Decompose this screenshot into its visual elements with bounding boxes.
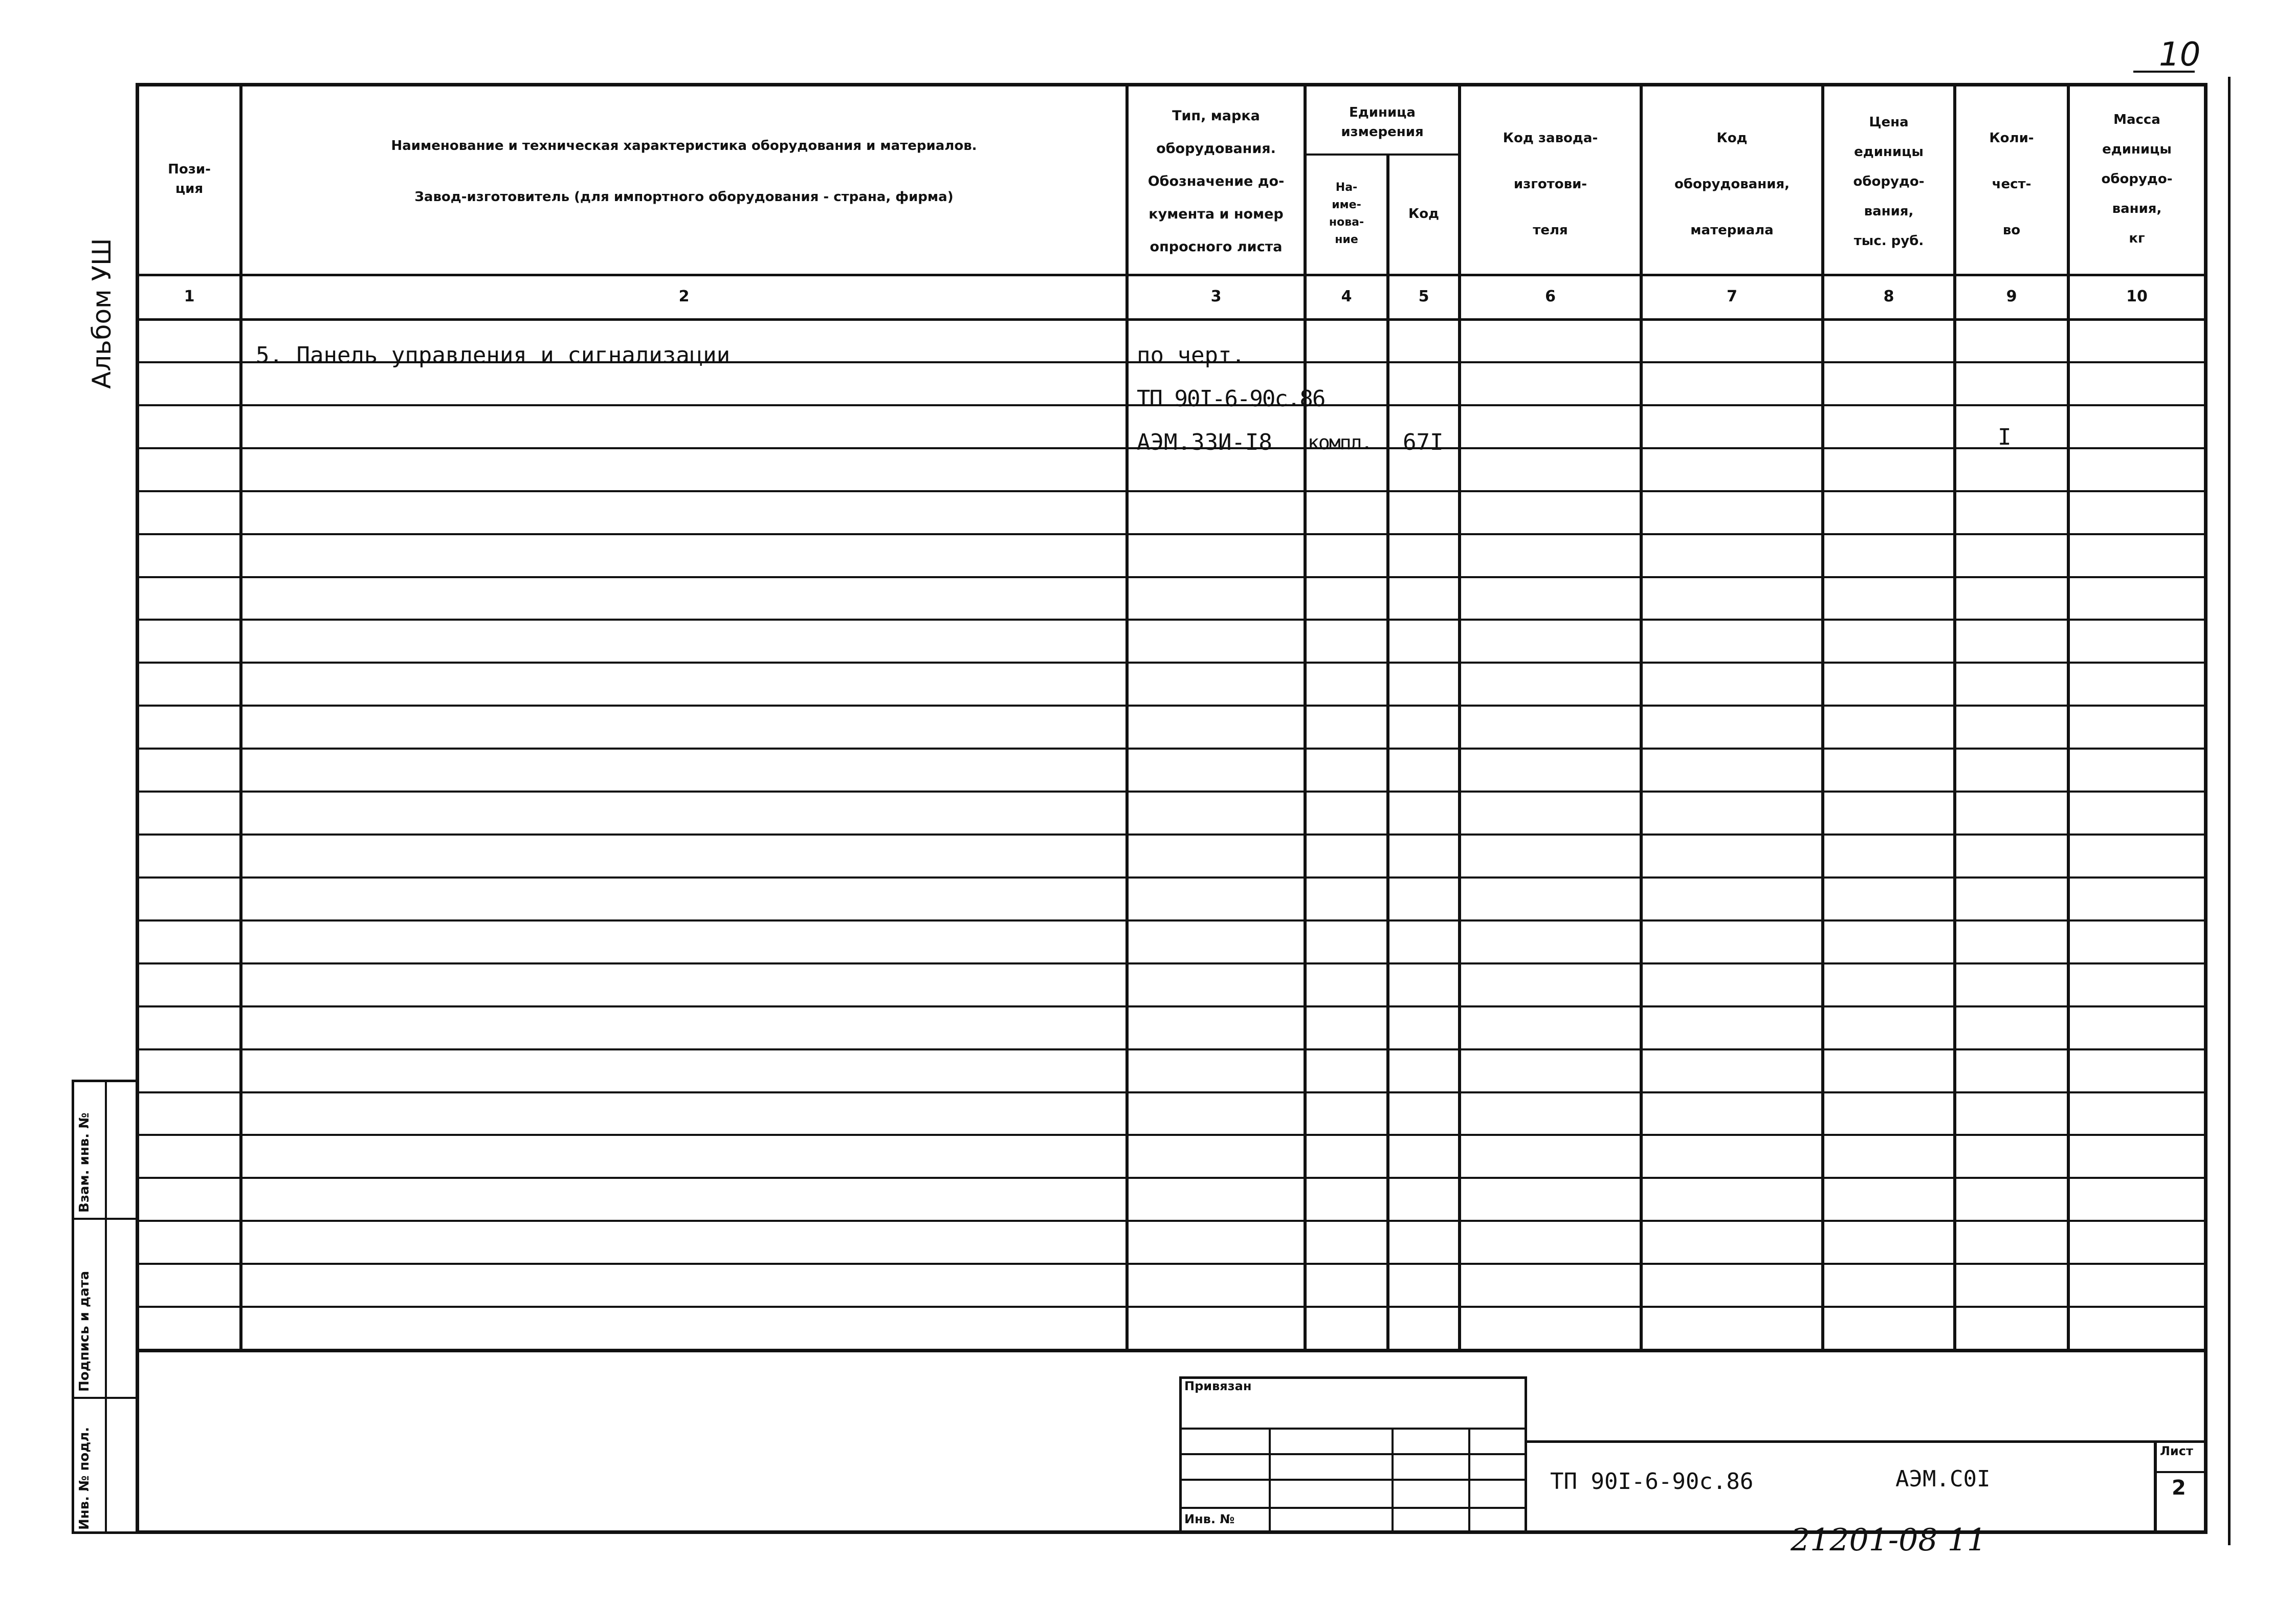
row-3-code: 67I [1403, 429, 1444, 455]
header-unit-name: На- име- нова- ние [1329, 181, 1364, 246]
col-number-8: 8 [1883, 288, 1894, 305]
side-stamp-row [72, 1218, 139, 1220]
row-1-type: по черт. [1137, 342, 1245, 368]
attached-stamp-col [1468, 1428, 1470, 1534]
col-divider [1821, 83, 1824, 1351]
table-bottom [136, 1349, 2207, 1352]
side-stamp-inv-replace: Взам. инв. № [77, 1112, 92, 1213]
doc-code: ТП 90I-6-90с.86 [1550, 1468, 1754, 1495]
header-equipment-code: Код оборудования, материала [1674, 130, 1790, 238]
table-row-line [136, 662, 2207, 664]
table-row-line [136, 748, 2207, 750]
table-row-line [136, 1177, 2207, 1179]
attached-stamp-col [1392, 1428, 1394, 1534]
sheet-number: 2 [2172, 1476, 2186, 1500]
col-number-5: 5 [1418, 288, 1429, 305]
col-number-10: 10 [2126, 288, 2148, 305]
album-label: Альбом УШ [87, 238, 117, 389]
col-number-2: 2 [678, 288, 690, 305]
table-row-line [136, 705, 2207, 707]
attached-stamp-row [1179, 1507, 1527, 1509]
table-row-line [136, 1048, 2207, 1050]
table-row-line [136, 490, 2207, 492]
sheet-label: Лист [2160, 1444, 2193, 1458]
table-row-line [136, 962, 2207, 964]
table-row-line [136, 791, 2207, 793]
table-row-line [136, 1091, 2207, 1093]
header-name-line2: Завод-изготовитель (для импортного оборудования - страна, фирма) [414, 189, 954, 205]
header-position: Пози- ция [168, 162, 211, 196]
attached-stamp-row [1179, 1428, 1527, 1430]
inv-no-label: Инв. № [1184, 1512, 1235, 1526]
attached-stamp-row [1179, 1453, 1527, 1455]
right-border [2228, 77, 2231, 1545]
table-row-line [136, 1220, 2207, 1222]
attached-stamp-col [1269, 1428, 1271, 1534]
header-mass: Масса единицы оборудо- вания, кг [2101, 112, 2173, 246]
table-row-line [136, 619, 2207, 621]
row-2-type: ТП 90I-6-90с.86 [1137, 386, 1325, 412]
row-3-unit: компл. [1308, 431, 1372, 454]
col-number-6: 6 [1545, 288, 1556, 305]
table-row-line [136, 1263, 2207, 1265]
col-divider [1640, 83, 1643, 1351]
sheet-box-row [2154, 1471, 2207, 1473]
table-row-line [136, 919, 2207, 922]
numbers-bottom [136, 318, 2207, 321]
col-divider [1304, 83, 1307, 1351]
header-plant-code: Код завода- изготови- теля [1503, 130, 1598, 238]
col-number-9: 9 [2006, 288, 2017, 305]
header-quantity: Коли- чест- во [1989, 130, 2034, 238]
side-stamp-row [72, 1397, 139, 1399]
header-type: Тип, марка оборудования. Обозначение до- кумента и номер опросного листа [1147, 108, 1285, 255]
col-number-4: 4 [1341, 288, 1352, 305]
col-divider [1458, 83, 1461, 1351]
header-unit-code: Код [1408, 206, 1440, 222]
side-stamp-divider [105, 1080, 107, 1534]
table-row-line [136, 876, 2207, 879]
side-stamp-inv-orig: Инв. № подл. [77, 1427, 92, 1530]
table-row-line [136, 576, 2207, 578]
table-row-line [136, 1306, 2207, 1308]
col-number-1: 1 [184, 288, 195, 305]
unit-group-line [1304, 153, 1458, 156]
col-divider [239, 83, 242, 1351]
table-row-line [136, 834, 2207, 836]
header-price: Цена единицы оборудо- вания, тыс. руб. [1853, 115, 1925, 249]
header-bottom [136, 274, 2207, 276]
header-name-line1: Наименование и техническая характеристика оборудования и материалов. [391, 138, 977, 153]
doc-mark: АЭМ.С0I [1895, 1466, 1991, 1492]
col-divider [1125, 83, 1129, 1351]
handwritten-number: 21201-08 11 [1791, 1522, 1986, 1558]
table-row-line [136, 533, 2207, 535]
attached-stamp [1179, 1376, 1527, 1534]
row-1-name: 5. Панель управления и сигнализации [256, 342, 731, 368]
sheet-mark-underline [2133, 71, 2195, 73]
table-row-line [136, 1134, 2207, 1136]
row-3-qty: I [1998, 424, 2012, 450]
sheet-box-divider [2154, 1440, 2157, 1534]
col-divider [1386, 153, 1389, 1351]
sheet-mark: 10 [2159, 36, 2201, 74]
col-divider [1953, 83, 1956, 1351]
attached-label: Привязан [1184, 1379, 1252, 1393]
header-unit-group: Единица измерения [1341, 105, 1424, 140]
col-number-7: 7 [1727, 288, 1737, 305]
title-block-divider [1527, 1440, 2207, 1443]
side-stamp-sign-date: Подпись и дата [77, 1270, 92, 1392]
table-row-line [136, 1005, 2207, 1007]
col-divider [2067, 83, 2070, 1351]
attached-stamp-row [1179, 1479, 1527, 1481]
row-3-type: АЭМ.33И-I8 [1137, 429, 1272, 455]
col-number-3: 3 [1210, 288, 1222, 305]
